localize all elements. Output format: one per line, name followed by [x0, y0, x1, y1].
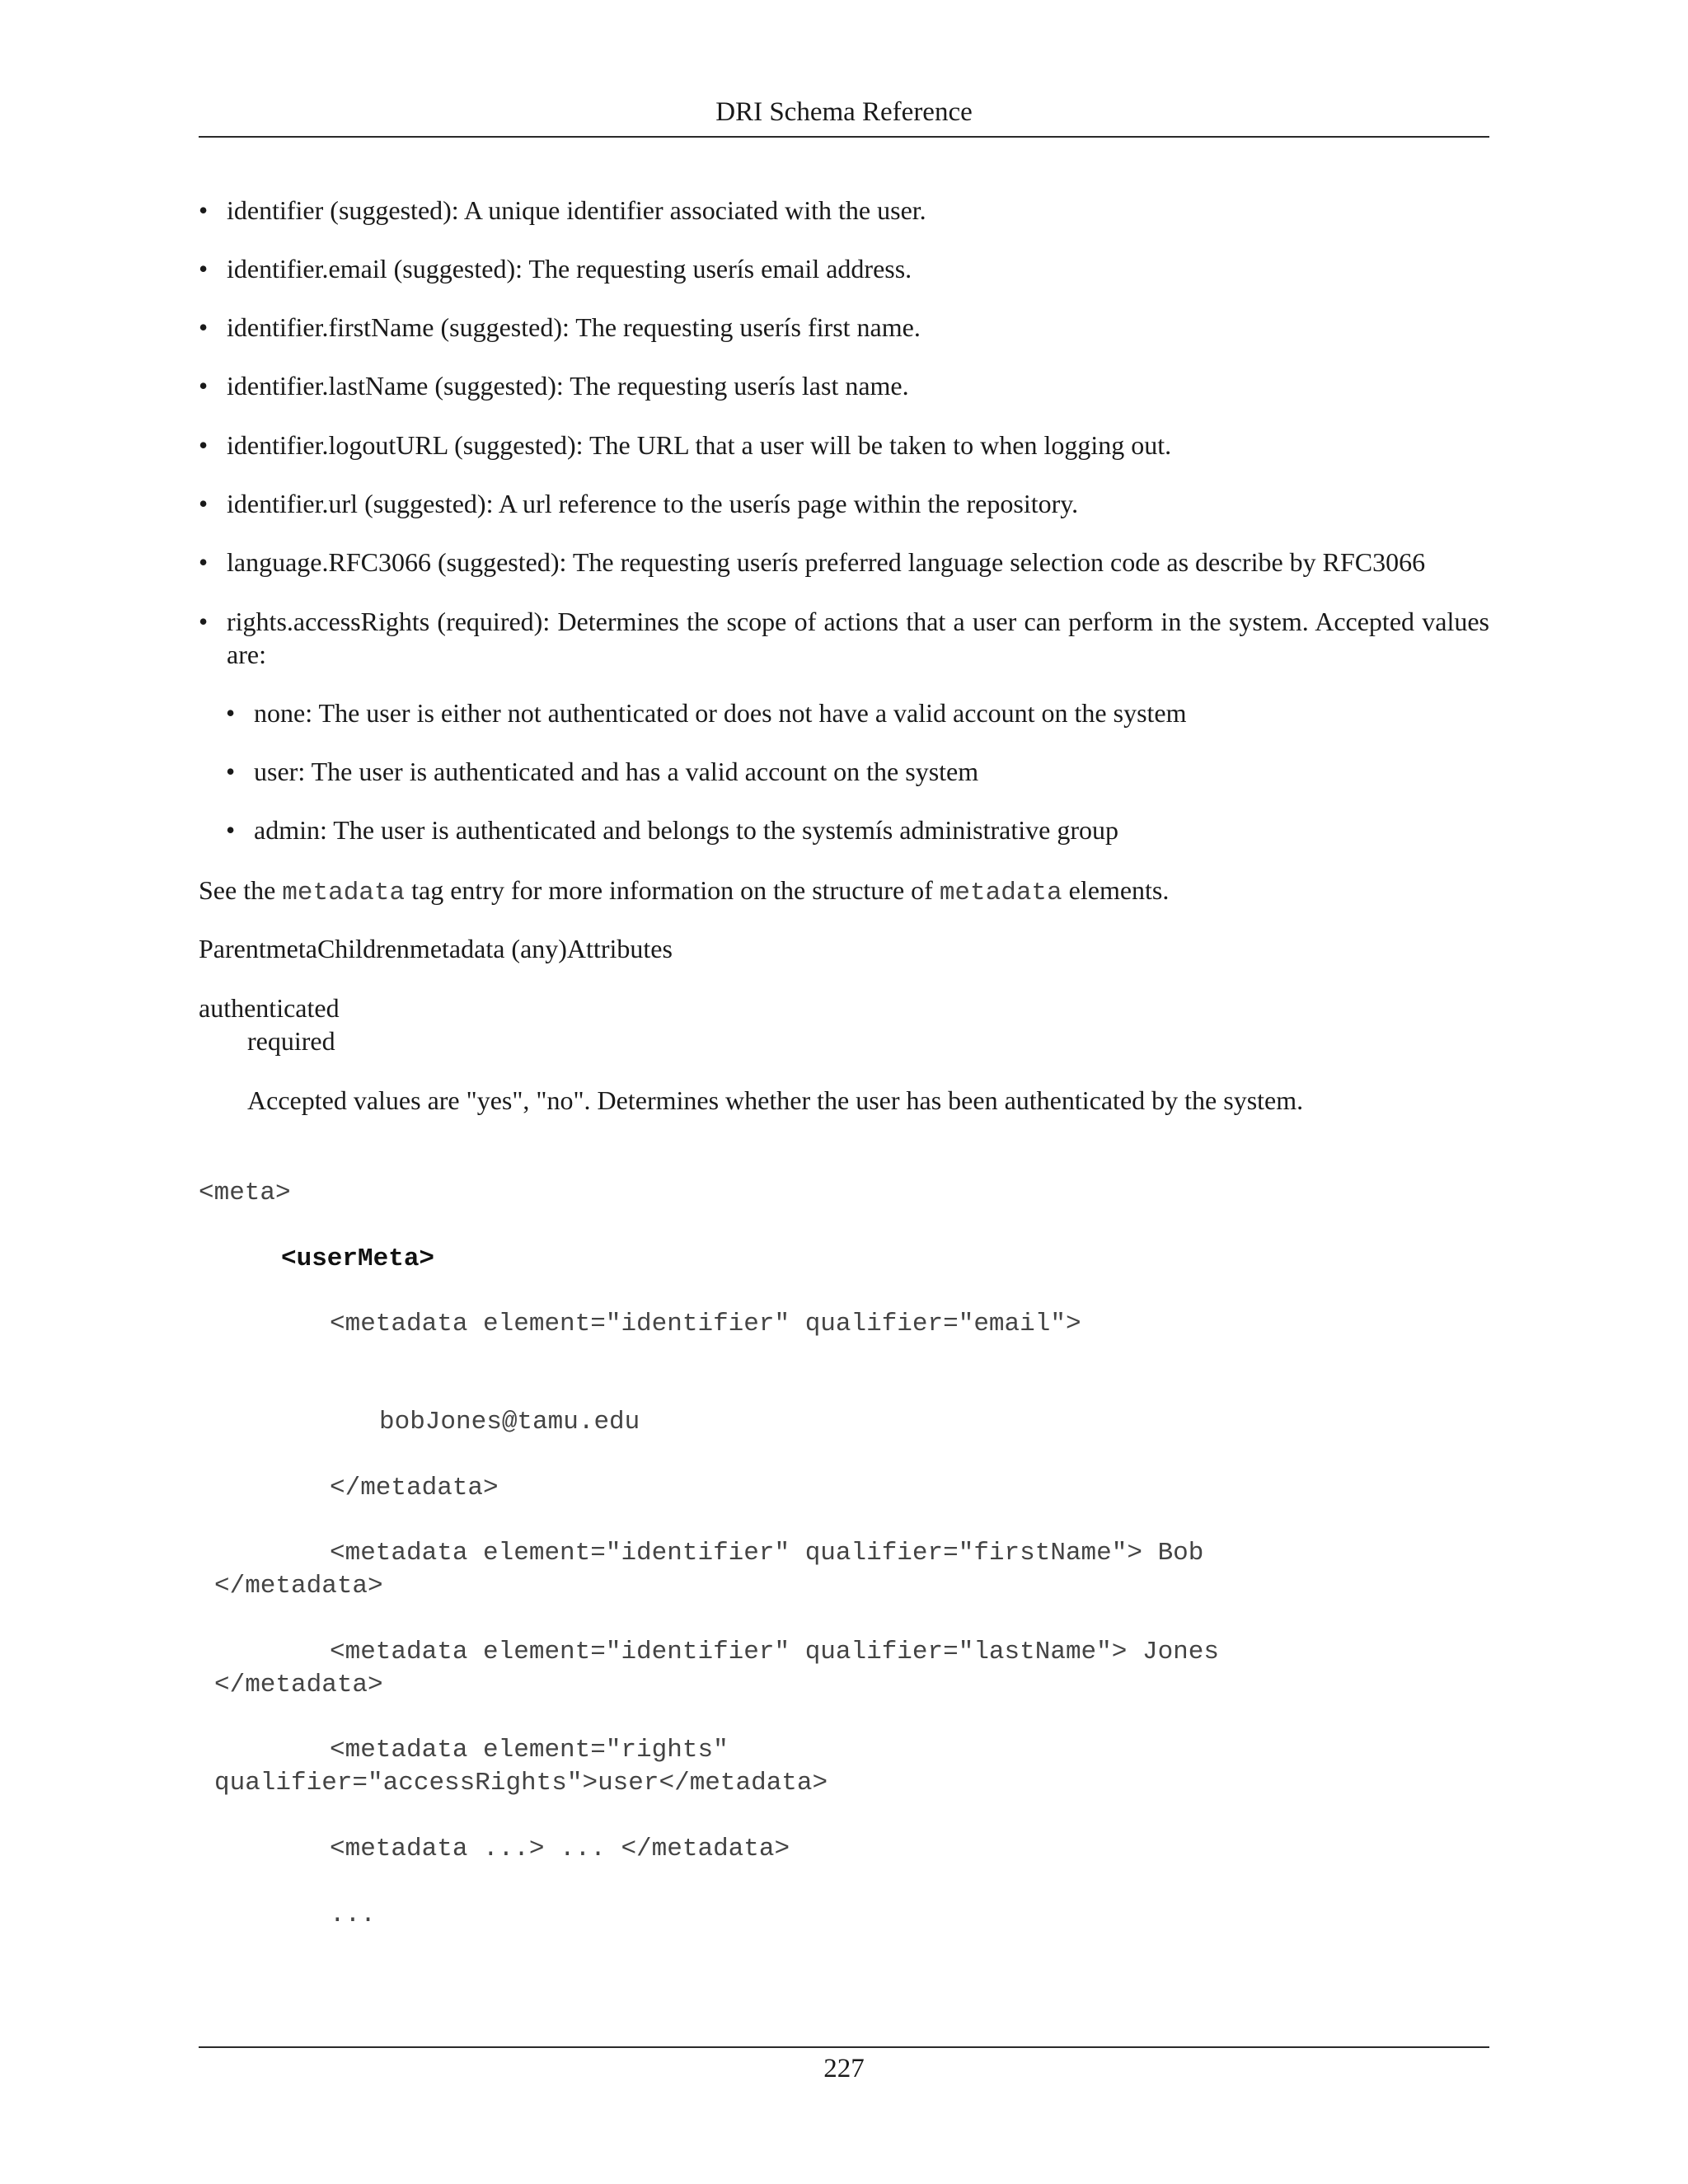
list-item-text: identifier.lastName (suggested): The requesting userís last name.	[227, 371, 909, 401]
bullet-icon: •	[199, 607, 209, 636]
code-line: <metadata element="rights"	[330, 1736, 729, 1765]
code-line: bobJones@tamu.edu	[379, 1408, 640, 1436]
bullet-icon: •	[199, 371, 209, 401]
attribute-description: Accepted values are "yes", "no". Determines whether the user has been authenticated by the system.	[247, 1085, 1304, 1115]
list-item-text: rights.accessRights (required): Determines the scope of actions that a user can perform in the system. Accepted values are:	[227, 607, 1489, 669]
code-line: <metadata ...> ... </metadata>	[330, 1835, 790, 1863]
code-line: </metadata>	[330, 1474, 499, 1502]
list-item-text: identifier.firstName (suggested): The requesting userís first name.	[227, 312, 921, 342]
code-line: <metadata element="identifier" qualifier="lastName"> Jones	[330, 1638, 1219, 1666]
attribute-requirement: required	[247, 1026, 335, 1056]
sub-list-item	[226, 813, 1489, 846]
bullet-icon: •	[199, 254, 209, 284]
footer-rule	[199, 2046, 1489, 2048]
sub-list-item-text: admin: The user is authenticated and belongs to the systemís administrative group	[254, 815, 1118, 845]
list-item	[199, 369, 1489, 402]
code-line: </metadata>	[214, 1671, 383, 1699]
code-line: <meta>	[199, 1179, 291, 1207]
code-line: <metadata element="identifier" qualifier="firstName"> Bob	[330, 1539, 1204, 1568]
metadata-tag-link: metadata	[282, 879, 406, 907]
structure-line: ParentmetaChildrenmetadata (any)Attributes	[199, 934, 673, 963]
list-item	[199, 311, 1489, 344]
see-also-prefix: See the	[199, 875, 283, 905]
bullet-icon: •	[199, 430, 209, 460]
metadata-tag-ref: metadata	[939, 879, 1062, 907]
bullet-icon: •	[199, 195, 209, 225]
bullet-icon: •	[199, 312, 209, 342]
sub-list-item	[226, 696, 1489, 729]
list-item	[199, 194, 1489, 227]
list-item-text: identifier.logoutURL (suggested): The URL that a user will be taken to when logging out.	[227, 430, 1172, 460]
code-line: <metadata element="identifier" qualifier="email">	[330, 1310, 1081, 1338]
header-rule	[199, 136, 1489, 138]
list-item	[199, 605, 1489, 671]
bullet-icon: •	[226, 698, 236, 728]
bullet-icon: •	[226, 757, 236, 786]
code-line: qualifier="accessRights">user</metadata>	[214, 1769, 828, 1797]
code-line: </metadata>	[214, 1572, 383, 1601]
list-item	[199, 252, 1489, 285]
list-item-text: identifier.url (suggested): A url reference to the userís page within the repository.	[227, 489, 1079, 518]
list-item	[199, 429, 1489, 462]
list-item-text: language.RFC3066 (suggested): The requesting userís preferred language selection code as describe by RFC3066	[227, 547, 1426, 577]
list-item	[199, 546, 1489, 579]
see-also-paragraph	[199, 874, 1489, 910]
see-also-suffix: elements.	[1062, 875, 1170, 905]
page-header-title: DRI Schema Reference	[715, 97, 973, 127]
list-item-text: identifier.email (suggested): The requesting userís email address.	[227, 254, 912, 284]
sub-list-item	[226, 755, 1489, 788]
page-number: 227	[823, 2054, 865, 2083]
see-also-middle: tag entry for more information on the structure of	[405, 875, 940, 905]
bullet-icon: •	[199, 547, 209, 577]
code-line: <userMeta>	[281, 1244, 435, 1273]
list-item-text: identifier (suggested): A unique identifier associated with the user.	[227, 195, 926, 225]
code-line: ...	[330, 1900, 376, 1929]
sub-list-item-text: none: The user is either not authenticated or does not have a valid account on the system	[254, 698, 1187, 728]
bullet-icon: •	[199, 489, 209, 518]
attribute-name: authenticated	[199, 993, 340, 1023]
list-item	[199, 487, 1489, 520]
bullet-icon: •	[226, 815, 236, 845]
sub-list-item-text: user: The user is authenticated and has a valid account on the system	[254, 757, 979, 786]
